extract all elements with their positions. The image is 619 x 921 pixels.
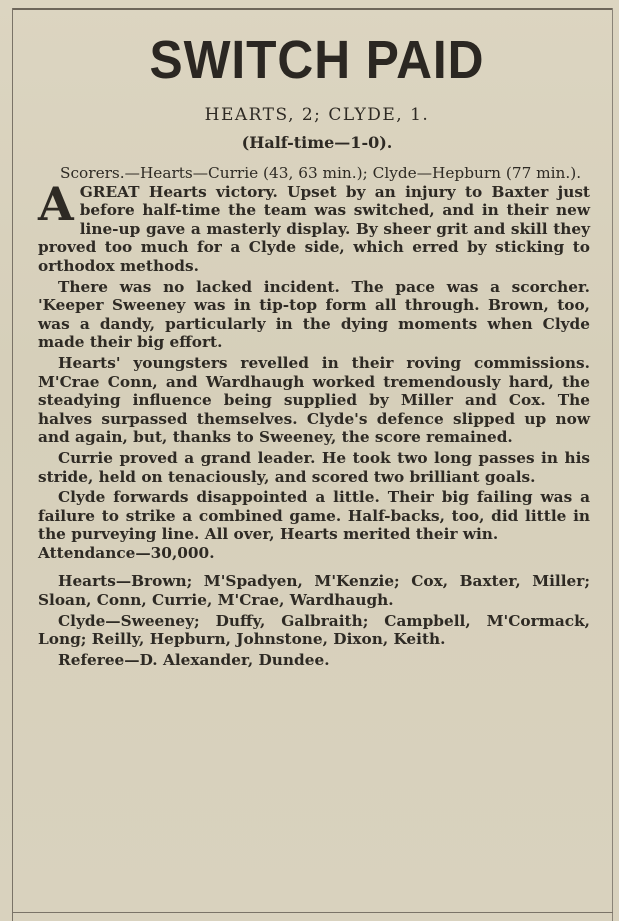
scorers-line: Scorers.—Hearts—Currie (43, 63 min.); Clyde—Hepburn (77 min.). xyxy=(60,164,582,182)
lead-paragraph xyxy=(38,176,590,276)
referee-line: Referee—D. Alexander, Dundee. xyxy=(58,650,330,669)
bottom-rule xyxy=(12,912,613,913)
attendance: Attendance—30,000. xyxy=(38,543,215,562)
hearts-lineup: Hearts—Brown; M'Spadyen, M'Kenzie; Cox, Baxter, Miller; Sloan, Conn, Currie, M'Crae, Wardhaugh. xyxy=(38,572,590,610)
drop-cap: A xyxy=(38,176,74,231)
headline: SWITCH PAID xyxy=(149,30,485,90)
article-body xyxy=(38,164,590,669)
score-line: HEARTS, 2; CLYDE, 1. xyxy=(204,105,430,125)
half-time-score: (Half-time—1-0). xyxy=(241,133,393,152)
lineups xyxy=(38,572,590,669)
paragraph-incident: There was no lacked incident. The pace was a scorcher. 'Keeper Sweeney was in tip-top form all through. Brown, too, was a dandy, particularly in the dying moments when Clyde made their big effort. xyxy=(38,277,590,352)
top-rule xyxy=(12,8,613,10)
paragraph-youngsters: Hearts' youngsters revelled in their roving commissions. M'Crae Conn, and Wardhaugh worked tremendously hard, the steadying influence being supplied by Miller and Cox. The halves surpassed themselves. Clyde's defence slipped up now and again, but, thanks to Sweeney, the score remained. xyxy=(38,353,590,447)
paragraph-clyde-forwards: Clyde forwards disappointed a little. Their big failing was a failure to strike a combined game. Half-backs, too, did little in the purveying line. All over, Hearts merited their win. xyxy=(38,488,590,544)
clyde-lineup: Clyde—Sweeney; Duffy, Galbraith; Campbell, M'Cormack, Long; Reilly, Hepburn, Johnstone, Dixon, Keith. xyxy=(38,611,590,649)
paragraph-currie: Currie proved a grand leader. He took two long passes in his stride, held on tenaciously, and scored two brilliant goals. xyxy=(38,448,590,486)
left-rule xyxy=(12,8,13,921)
lead-text: GREAT Hearts victory. Upset by an injury to Baxter just before half-time the team was switched, and in their new line-up gave a masterly display. By sheer grit and skill they proved too much for a Clyde side, which erred by sticking to orthodox methods. xyxy=(38,182,590,275)
